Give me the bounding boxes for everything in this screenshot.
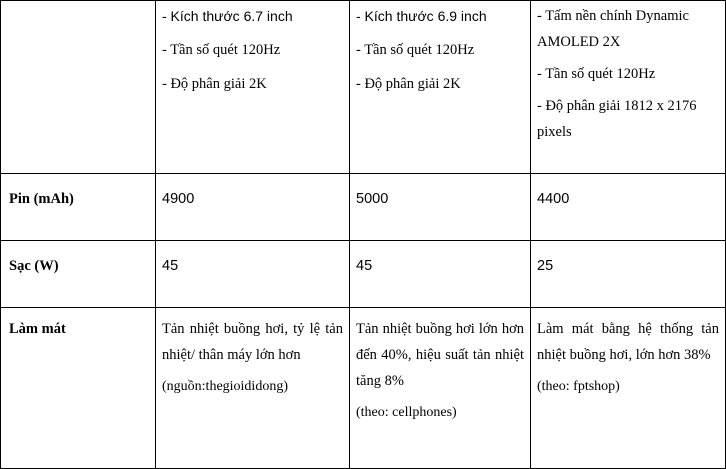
display-2-refresh: - Tần số quét 120Hz [356, 42, 475, 58]
battery-value-1: 4900 [156, 174, 350, 241]
charging-value-2: 45 [350, 241, 531, 308]
cooling-cell-3 [531, 308, 726, 469]
cooling-1-source: (nguồn:thegioididong) [162, 379, 288, 394]
display-2-size: - Kích thước 6.9 inch [356, 8, 487, 24]
display-row [1, 1, 726, 174]
charging-row [1, 241, 726, 308]
battery-row [1, 174, 726, 241]
charging-value-1: 45 [156, 241, 350, 308]
display-1-size: - Kích thước 6.7 inch [162, 8, 293, 24]
charging-label: Sạc (W) [1, 241, 156, 308]
cooling-3-text: Làm mát bằng hệ thống tản nhiệt buồng hơi, lớn hơn 38% [537, 321, 719, 363]
cooling-2-source: (theo: cellphones) [356, 405, 457, 420]
battery-value-2: 5000 [350, 174, 531, 241]
display-2-resolution: - Độ phân giải 2K [356, 76, 461, 92]
display-3-refresh: - Tần số quét 120Hz [537, 66, 656, 82]
display-3-resolution: - Độ phân giải 1812 x 2176 pixels [537, 98, 697, 140]
cooling-1-text: Tản nhiệt buồng hơi, tỷ lệ tản nhiệt/ thân máy lớn hơn [162, 321, 343, 363]
display-cell-1 [156, 1, 350, 174]
display-1-refresh: - Tần số quét 120Hz [162, 42, 281, 58]
cooling-cell-1 [156, 308, 350, 469]
battery-value-3: 4400 [531, 174, 726, 241]
cooling-3-source: (theo: fptshop) [537, 379, 620, 394]
battery-label: Pin (mAh) [1, 174, 156, 241]
cooling-2-text: Tản nhiệt buồng hơi lớn hơn đến 40%, hiệu suất tản nhiệt tăng 8% [356, 321, 524, 389]
display-cell-2 [350, 1, 531, 174]
display-3-panel: - Tấm nền chính Dynamic AMOLED 2X [537, 8, 689, 50]
cooling-row [1, 308, 726, 469]
display-1-resolution: - Độ phân giải 2K [162, 76, 267, 92]
cooling-cell-2 [350, 308, 531, 469]
display-row-label [1, 1, 156, 174]
display-cell-3 [531, 1, 726, 174]
cooling-label: Làm mát [1, 308, 156, 469]
charging-value-3: 25 [531, 241, 726, 308]
